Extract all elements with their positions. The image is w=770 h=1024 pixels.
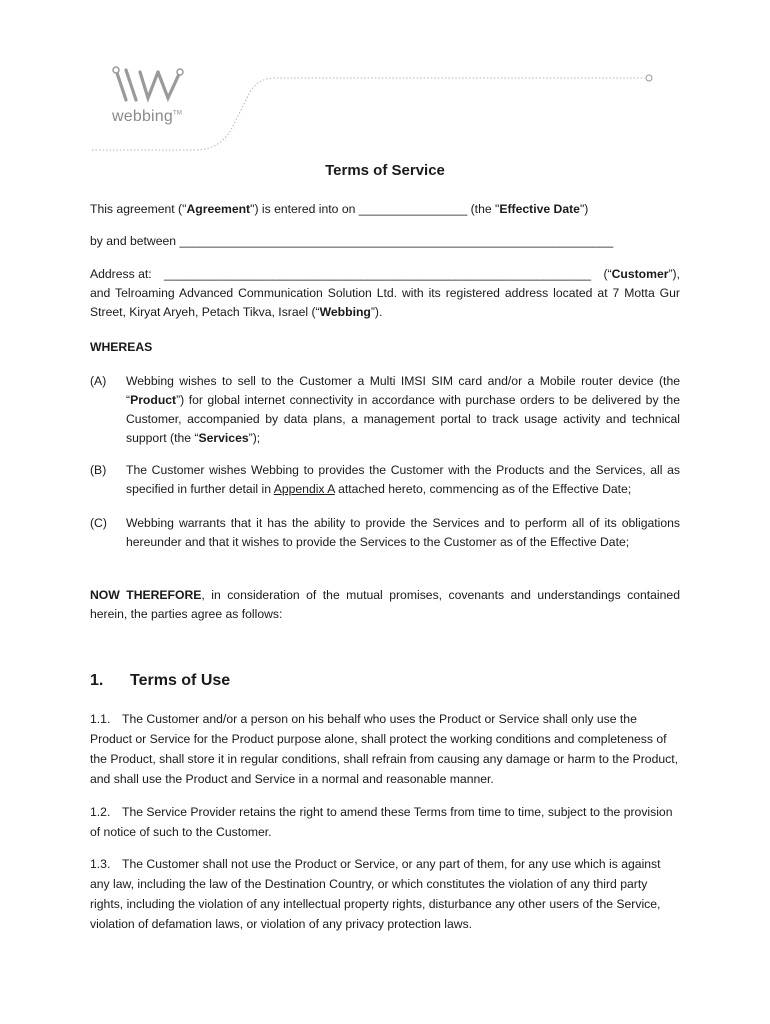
logo-mark-icon <box>108 64 188 108</box>
whereas-item-a: (A) Webbing wishes to sell to the Customer a Multi IMSI SIM card and/or a Mobile router device (the “Product”) for global internet connectivity in accordance with purchase orders to be delivered by the Customer, accompanied by data plans, a management portal to track usage activity and technical support (the “Services”); <box>90 374 680 445</box>
document-title: Terms of Service <box>325 162 445 179</box>
logo-wordmark: webbing™ <box>112 108 183 125</box>
intro-agreement: This agreement ("Agreement") is entered into on ________________ (the "Effective Date") <box>90 202 589 216</box>
whereas-heading: WHEREAS <box>90 340 153 354</box>
appendix-a-link[interactable]: Appendix A <box>273 482 335 496</box>
whereas-item-c: (C) Webbing warrants that it has the ability to provide the Services and to perform all of its obligations hereunder and that it wishes to provide the Services to the Customer as of the Effective Date; <box>90 516 680 549</box>
whereas-item-b: (B) The Customer wishes Webbing to provides the Customer with the Products and the Services, all as specified in further detail in Appendix A attached hereto, commencing as of the Effective Date; <box>90 463 680 496</box>
intro-address: Address at: _______________________________________________________________ (“Customer”), and Telroaming Advanced Communication Solution Ltd. with its registered address located at 7 Motta Gur Street, Kiryat Aryeh, Petach Tikva, Israel (“Webbing”). <box>90 267 680 319</box>
webbing-logo <box>108 64 198 130</box>
clause-1-2: 1.2. The Service Provider retains the right to amend these Terms from time to time, subject to the provision of notice of such to the Customer. <box>90 805 673 839</box>
clause-1-3: 1.3. The Customer shall not use the Product or Service, or any part of them, for any use which is against any law, including the law of the Destination Country, or which constitutes the violation of any third party rights, including the violation of any intellectual property rights, disturbance any other users of the Service, violation of defamation laws, or violation of any privacy protection laws. <box>90 857 661 931</box>
intro-parties: by and between ________________________________________________________________ <box>90 234 614 248</box>
now-therefore-paragraph: NOW THEREFORE, in consideration of the mutual promises, covenants and understandings contained herein, the parties agree as follows: <box>90 588 680 621</box>
clause-1-1: 1.1. The Customer and/or a person on his behalf who uses the Product or Service shall only use the Product or Service for the Product purpose alone, shall protect the working conditions and completeness of the Product, shall store it in regular conditions, shall refrain from causing any damage or harm to the Product, and shall use the Product and Service in a normal and reasonable manner. <box>90 712 679 786</box>
section-1-heading: 1. Terms of Use <box>90 672 231 689</box>
